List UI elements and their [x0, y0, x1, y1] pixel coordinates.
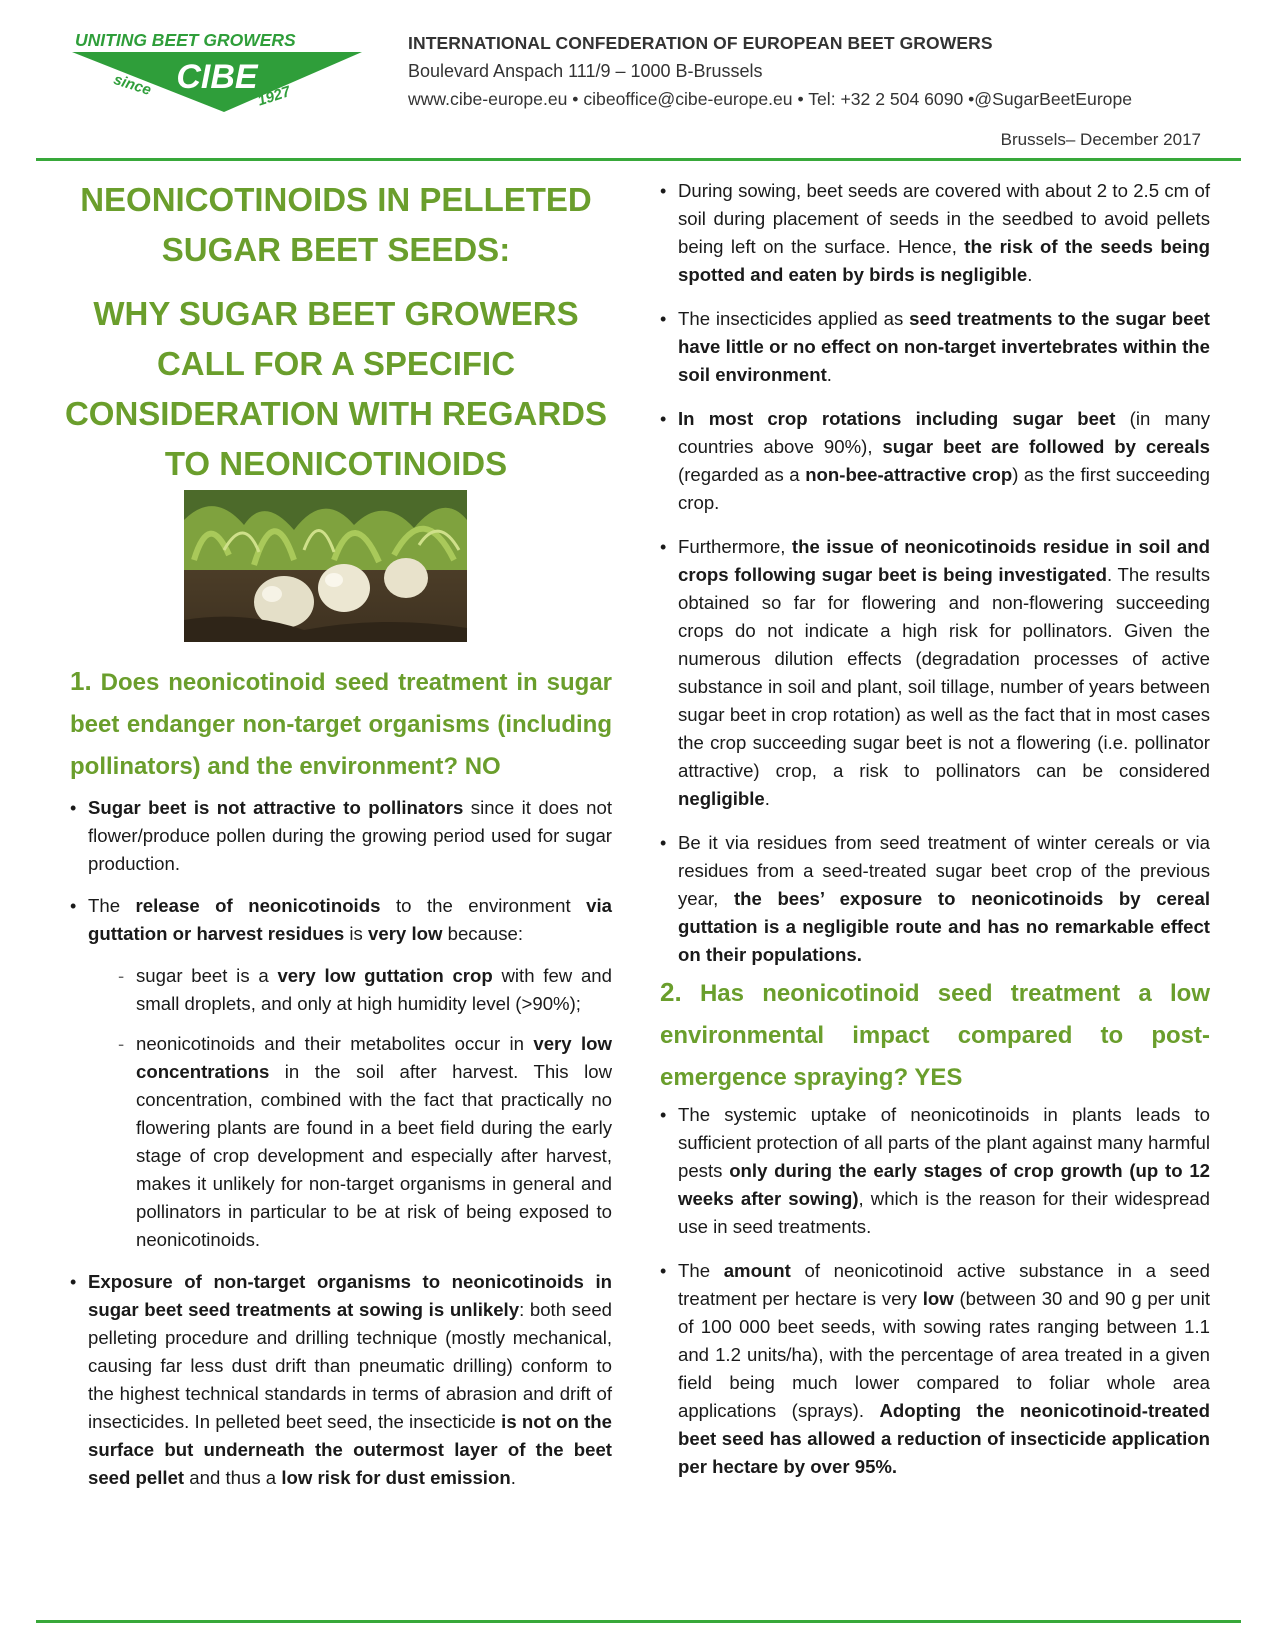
logo-top-text: UNITING BEET GROWERS: [75, 30, 296, 50]
section-2-heading: [660, 971, 1210, 1099]
right-list: [660, 177, 1210, 969]
list-item: • The amount of neonicotinoid active substance in a seed treatment per hectare is very low (between 30 and 90 g per unit of 100 000 beet seeds, with sowing rates ranging between 1.1 and 1.2 units/ha), with the percentage of area treated in a given field being much lower compared to foliar whole area applications (sprays). Adopting the neonicotinoid-treated beet seed has allowed a reduction of insecticide application per hectare by over 95%.: [660, 1257, 1210, 1481]
list-item: • The insecticides applied as seed treatments to the sugar beet have little or no effect on non-target invertebrates within the soil environment.: [660, 305, 1210, 389]
section-2-number: 2.: [660, 977, 682, 1007]
right-column: [660, 177, 1210, 1481]
list-item: • During sowing, beet seeds are covered with about 2 to 2.5 cm of soil during placement of seeds in the seedbed to avoid pellets being left on the surface. Hence, the risk of the seeds being spotted and eaten by birds is negligible.: [660, 177, 1210, 289]
section-1-heading-text: Does neonicotinoid seed treatment in sugar beet endanger non-target organisms (including pollinators) and the environment? NO: [70, 669, 612, 780]
list-item: • In most crop rotations including sugar beet (in many countries above 90%), sugar beet are followed by cereals (regarded as a non-bee-attractive crop) as the first succeeding crop.: [660, 405, 1210, 517]
header-org: INTERNATIONAL CONFEDERATION OF EUROPEAN BEET GROWERS: [408, 33, 993, 53]
title-line-1: NEONICOTINOIDS IN PELLETED SUGAR BEET SEEDS:: [80, 181, 592, 268]
logo-mark: CIBE: [176, 58, 258, 96]
logo-year: 1927: [255, 83, 293, 110]
list-item: • The release of neonicotinoids to the environment via guttation or harvest residues is very low because: - sugar beet is a very low guttation crop with few and small droplets, and only at high humidity level (>90%); - neonicotinoids and their metabolites occur in very low concentrations in the soil after harvest. This low concentration, combined with the fact that practically no flowering plants are found in a beet field during the early stage of crop development and especially after harvest, makes it unlikely for non-target organisms in general and pollinators in particular to be at risk of being exposed to neonicotinoids.: [70, 892, 612, 1254]
cibe-logo: [72, 28, 362, 114]
list-item: • Sugar beet is not attractive to pollinators since it does not flower/produce pollen during the growing period used for sugar production.: [70, 794, 612, 878]
logo-since: since: [111, 71, 154, 100]
list-item: • Exposure of non-target organisms to neonicotinoids in sugar beet seed treatments at sowing is unlikely: both seed pelleting procedure and drilling technique (mostly mechanical, causing far less dust drift than pneumatic drilling) conform to the highest technical standards in terms of abrasion and drift of insecticides. In pelleted beet seed, the insecticide is not on the surface but underneath the outermost layer of the beet seed pellet and thus a low risk for dust emission.: [70, 1268, 612, 1492]
list-item: • Furthermore, the issue of neonicotinoids residue in soil and crops following sugar beet is being investigated. The results obtained so far for flowering and non-flowering succeeding crops do not indicate a high risk for pollinators. Given the numerous dilution effects (degradation processes of active substance in soil and plant, soil tillage, number of years between sugar beet in crop rotation) as well as the fact that in most cases the crop succeeding sugar beet is not a flowering (i.e. pollinator attractive) crop, a risk to pollinators can be considered negligible.: [660, 533, 1210, 813]
header-address: Boulevard Anspach 111/9 – 1000 B-Brussels: [408, 61, 763, 81]
list-item: • Be it via residues from seed treatment of winter cereals or via residues from a seed-treated sugar beet crop of the previous year, the bees’ exposure to neonicotinoids by cereal guttation is a negligible route and has no remarkable effect on their populations.: [660, 829, 1210, 969]
sub-list-item: - sugar beet is a very low guttation crop with few and small droplets, and only at high humidity level (>90%);: [118, 962, 612, 1018]
title-line-2: WHY SUGAR BEET GROWERS CALL FOR A SPECIFIC CONSIDERATION WITH REGARDS TO NEONICOTINOIDS: [64, 295, 608, 482]
section-2-heading-text: Has neonicotinoid seed treatment a low environmental impact compared to post-emergence spraying? YES: [660, 980, 1210, 1091]
section-2-list: [660, 1101, 1210, 1481]
left-column: [70, 660, 612, 1506]
sub-list: [88, 962, 612, 1254]
section-1-number: 1.: [70, 666, 92, 696]
sub-list-item: - neonicotinoids and their metabolites occur in very low concentrations in the soil after harvest. This low concentration, combined with the fact that practically no flowering plants are found in a beet field during the early stage of crop development and especially after harvest, makes it unlikely for non-target organisms in general and pollinators in particular to be at risk of being exposed to neonicotinoids.: [118, 1030, 612, 1254]
top-divider: [36, 158, 1241, 161]
bottom-divider: [36, 1620, 1241, 1623]
list-item: • The systemic uptake of neonicotinoids in plants leads to sufficient protection of all parts of the plant against many harmful pests only during the early stages of crop growth (up to 12 weeks after sowing), which is the reason for their widespread use in seed treatments.: [660, 1101, 1210, 1241]
header-contact: www.cibe-europe.eu • cibeoffice@cibe-europe.eu • Tel: +32 2 504 6090 •@SugarBeetEurope: [408, 89, 1133, 109]
sugar-beet-photo: [184, 490, 467, 642]
section-1-list: [70, 794, 612, 1492]
header-date: Brussels– December 2017: [1000, 130, 1201, 149]
section-1-heading: [70, 660, 612, 788]
page-title: [56, 175, 616, 489]
